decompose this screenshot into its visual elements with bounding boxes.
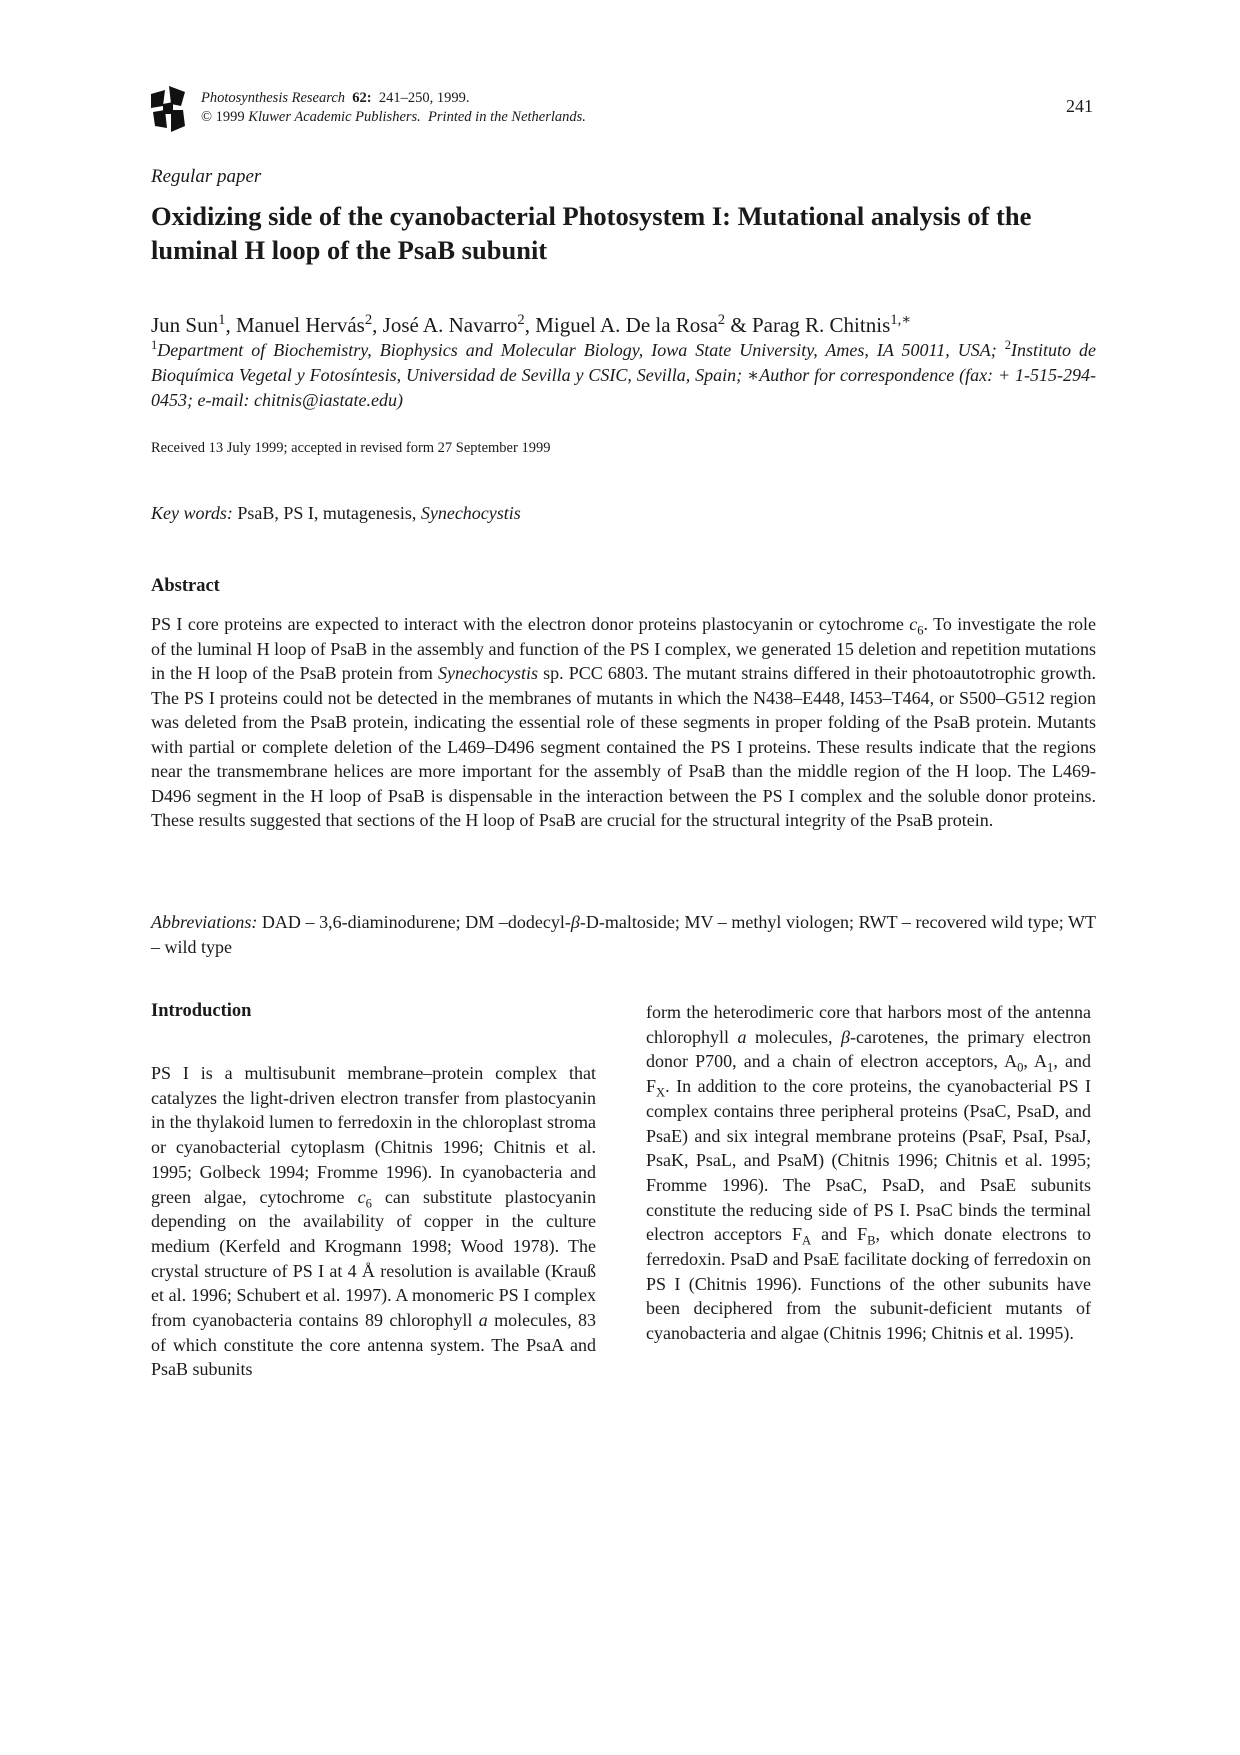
article-type: Regular paper xyxy=(151,166,262,187)
abbreviations: Abbreviations: DAD – 3,6-diaminodurene; DM –dodecyl-β-D-maltoside; MV – methyl viologen; RWT – recovered wild type; WT – wild type xyxy=(151,912,1096,957)
article-title: Oxidizing side of the cyanobacterial Photosystem I: Mutational analysis of the luminal H loop of the PsaB subunit xyxy=(151,201,1032,265)
affiliations: $^1$Department of Biochemistry, Biophysics and Molecular Biology, Iowa State University, Ames, IA 50011, USA; $^2$Instituto de Bioquímica Vegetal y Fotosíntesis, Universidad de Sevilla y CSIC, Sevilla, Spain; ∗Author for correspondence (fax: + 1-515-294-0453; e-mail: chitnis@iastate.edu) xyxy=(151,338,1096,410)
author-name: Manuel Hervás xyxy=(235,313,365,337)
author-name: Miguel A. De la Rosa xyxy=(535,313,718,337)
received-dates: Received 13 July 1999; accepted in revised form 27 September 1999 xyxy=(151,440,551,456)
author-name: Jun Sun xyxy=(151,313,219,337)
abstract-text: PS I core proteins are expected to interact with the electron donor proteins plastocyanin or cytochrome $c_6$. To investigate the role of the luminal H loop of PsaB in the assembly and function of the PS I complex, we generated 15 deletion and repetition mutations in the H loop of the PsaB protein from Synechocystis sp. PCC 6803. The mutant strains differed in their photoautotrophic growth. The PS I proteins could not be detected in the membranes of mutants in which the N438–E448, I453–T464, or S500–G512 region was deleted from the PsaB protein, indicating the essential role of these segments in proper folding of the PsaB protein. Mutants with partial or complete deletion of the L469–D496 segment contained the PS I proteins. These results indicate that the regions near the transmembrane helices are more important for the assembly of PsaB than the middle region of the H loop. The L469-D496 segment in the H loop of PsaB is dispensable in the interaction between the PS I complex and the soluble donor proteins. These results suggested that sections of the H loop of PsaB are crucial for the structural integrity of the PsaB protein. xyxy=(151,614,1096,830)
abstract-heading: Abstract xyxy=(151,576,220,596)
author-list: Jun Sun$^1$, Manuel Hervás$^2$, José A. Navarro$^2$, Miguel A. De la Rosa$^2$ & Parag R. Chitnis$^{1,∗}$ xyxy=(151,312,912,337)
journal-citation: Photosynthesis Research 62: 241–250, 1999. © 1999 Kluwer Academic Publishers. Printed in the Netherlands. xyxy=(201,90,586,125)
author-name: José A. Navarro xyxy=(382,313,518,337)
publisher-logo-icon xyxy=(151,86,185,132)
keywords: Key words: PsaB, PS I, mutagenesis, Synechocystis xyxy=(151,503,521,523)
introduction-heading: Introduction xyxy=(151,1001,252,1021)
author-name: Parag R. Chitnis xyxy=(751,313,891,337)
page-number: 241 xyxy=(1066,96,1093,116)
introduction-column-right: form the heterodimeric core that harbors most of the antenna chlorophyll a molecules, β-carotenes, the primary electron donor P700, and a chain of electron acceptors, $A_0$, $A_1$, and $F_X$. In addition to the core proteins, the cyanobacterial PS I complex contains three peripheral proteins (PsaC, PsaD, and PsaE) and six integral membrane proteins (PsaF, PsaI, PsaJ, PsaK, PsaL, and PsaM) (Chitnis 1996; Chitnis et al. 1995; Fromme 1996). The PsaC, PsaD, and PsaE subunits constitute the reducing side of PS I. PsaC binds the terminal electron acceptors $F_A$ and $F_B$, which donate electrons to ferredoxin. PsaD and PsaE facilitate docking of ferredoxin on PS I (Chitnis 1996). Functions of the other subunits have been deciphered from the subunit-deficient mutants of cyanobacteria and algae (Chitnis 1996; Chitnis et al. 1995). xyxy=(646,1002,1092,1344)
introduction-column-left: PS I is a multisubunit membrane–protein complex that catalyzes the light-driven electron transfer from plastocyanin in the thylakoid lumen to ferredoxin in the chloroplast stroma or cyanobacterial cytoplasm (Chitnis 1996; Chitnis et al. 1995; Golbeck 1994; Fromme 1996). In cyanobacteria and green algae, cytochrome $c_6$ can substitute plastocyanin depending on the availability of copper in the culture medium (Kerfeld and Krogmann 1998; Wood 1978). The crystal structure of PS I at 4 Å resolution is available (Krauß et al. 1996; Schubert et al. 1997). A monomeric PS I complex from cyanobacteria contains 89 chlorophyll a molecules, 83 of which constitute the core antenna system. The PsaA and PsaB subunits xyxy=(151,1063,596,1380)
